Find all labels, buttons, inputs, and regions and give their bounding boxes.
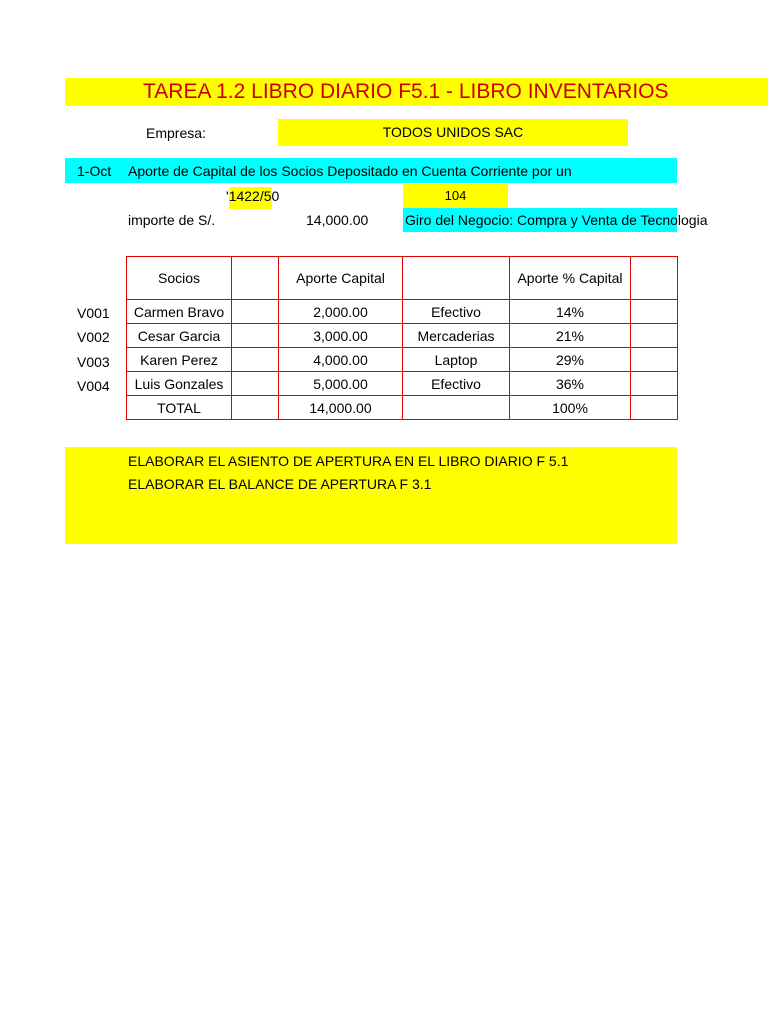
empty-cell — [631, 324, 678, 348]
socio-name: Cesar Garcia — [127, 324, 232, 348]
account-highlight: 1422/5 — [229, 187, 272, 209]
socio-tipo: Efectivo — [403, 300, 510, 324]
empty-cell — [631, 396, 678, 420]
empty-cell — [631, 300, 678, 324]
socio-pct: 21% — [510, 324, 631, 348]
total-label: TOTAL — [127, 396, 232, 420]
account-code: 104 — [403, 184, 508, 208]
empty-cell — [232, 348, 279, 372]
total-capital: 14,000.00 — [279, 396, 403, 420]
header-empty — [232, 257, 279, 300]
empty-cell — [631, 372, 678, 396]
table-row — [127, 300, 678, 324]
empty-cell — [403, 396, 510, 420]
task-item: ELABORAR EL BALANCE DE APERTURA F 3.1 — [128, 476, 432, 492]
entry-date: 1-Oct — [77, 163, 112, 179]
header-aporte-capital: Aporte Capital — [279, 257, 403, 300]
header-aporte-pct: Aporte % Capital — [510, 257, 631, 300]
header-socios: Socios — [127, 257, 232, 300]
total-pct: 100% — [510, 396, 631, 420]
empty-cell — [232, 372, 279, 396]
socio-pct: 14% — [510, 300, 631, 324]
giro-negocio: Giro del Negocio: Compra y Venta de Tecnologia — [403, 208, 677, 232]
importe-label: importe de S/. — [128, 212, 216, 228]
socio-pct: 29% — [510, 348, 631, 372]
socio-name: Karen Perez — [127, 348, 232, 372]
title-bar — [65, 78, 768, 106]
socio-capital: 5,000.00 — [279, 372, 403, 396]
socio-tipo: Laptop — [403, 348, 510, 372]
socio-code: V003 — [77, 354, 110, 370]
empty-cell — [631, 348, 678, 372]
table-row — [127, 324, 678, 348]
socio-pct: 36% — [510, 372, 631, 396]
socios-table — [126, 256, 678, 420]
empresa-label: Empresa: — [146, 125, 206, 141]
socio-code: V001 — [77, 305, 110, 321]
account-suffix: 0 — [271, 188, 280, 204]
account-prefix: ' — [226, 188, 229, 204]
socio-name: Luis Gonzales — [127, 372, 232, 396]
socio-capital: 4,000.00 — [279, 348, 403, 372]
empresa-value: TODOS UNIDOS SAC — [278, 119, 628, 146]
socio-name: Carmen Bravo — [127, 300, 232, 324]
table-total-row — [127, 396, 678, 420]
socio-capital: 2,000.00 — [279, 300, 403, 324]
importe-value: 14,000.00 — [306, 212, 369, 228]
socio-code: V004 — [77, 378, 110, 394]
socio-tipo: Efectivo — [403, 372, 510, 396]
entry-description: Aporte de Capital de los Socios Depositado en Cuenta Corriente por un — [128, 163, 572, 179]
tasks-box — [65, 447, 677, 544]
sheet-title: TAREA 1.2 LIBRO DIARIO F5.1 - LIBRO INVENTARIOS — [143, 80, 669, 103]
header-empty — [631, 257, 678, 300]
socio-tipo: Mercaderias — [403, 324, 510, 348]
table-row — [127, 372, 678, 396]
empty-cell — [232, 300, 279, 324]
socio-capital: 3,000.00 — [279, 324, 403, 348]
table-row — [127, 348, 678, 372]
task-item: ELABORAR EL ASIENTO DE APERTURA EN EL LIBRO DIARIO F 5.1 — [128, 453, 569, 469]
account-number — [226, 187, 279, 209]
empty-cell — [232, 324, 279, 348]
header-empty — [403, 257, 510, 300]
socio-code: V002 — [77, 329, 110, 345]
empty-cell — [232, 396, 279, 420]
table-header-row — [127, 257, 678, 300]
